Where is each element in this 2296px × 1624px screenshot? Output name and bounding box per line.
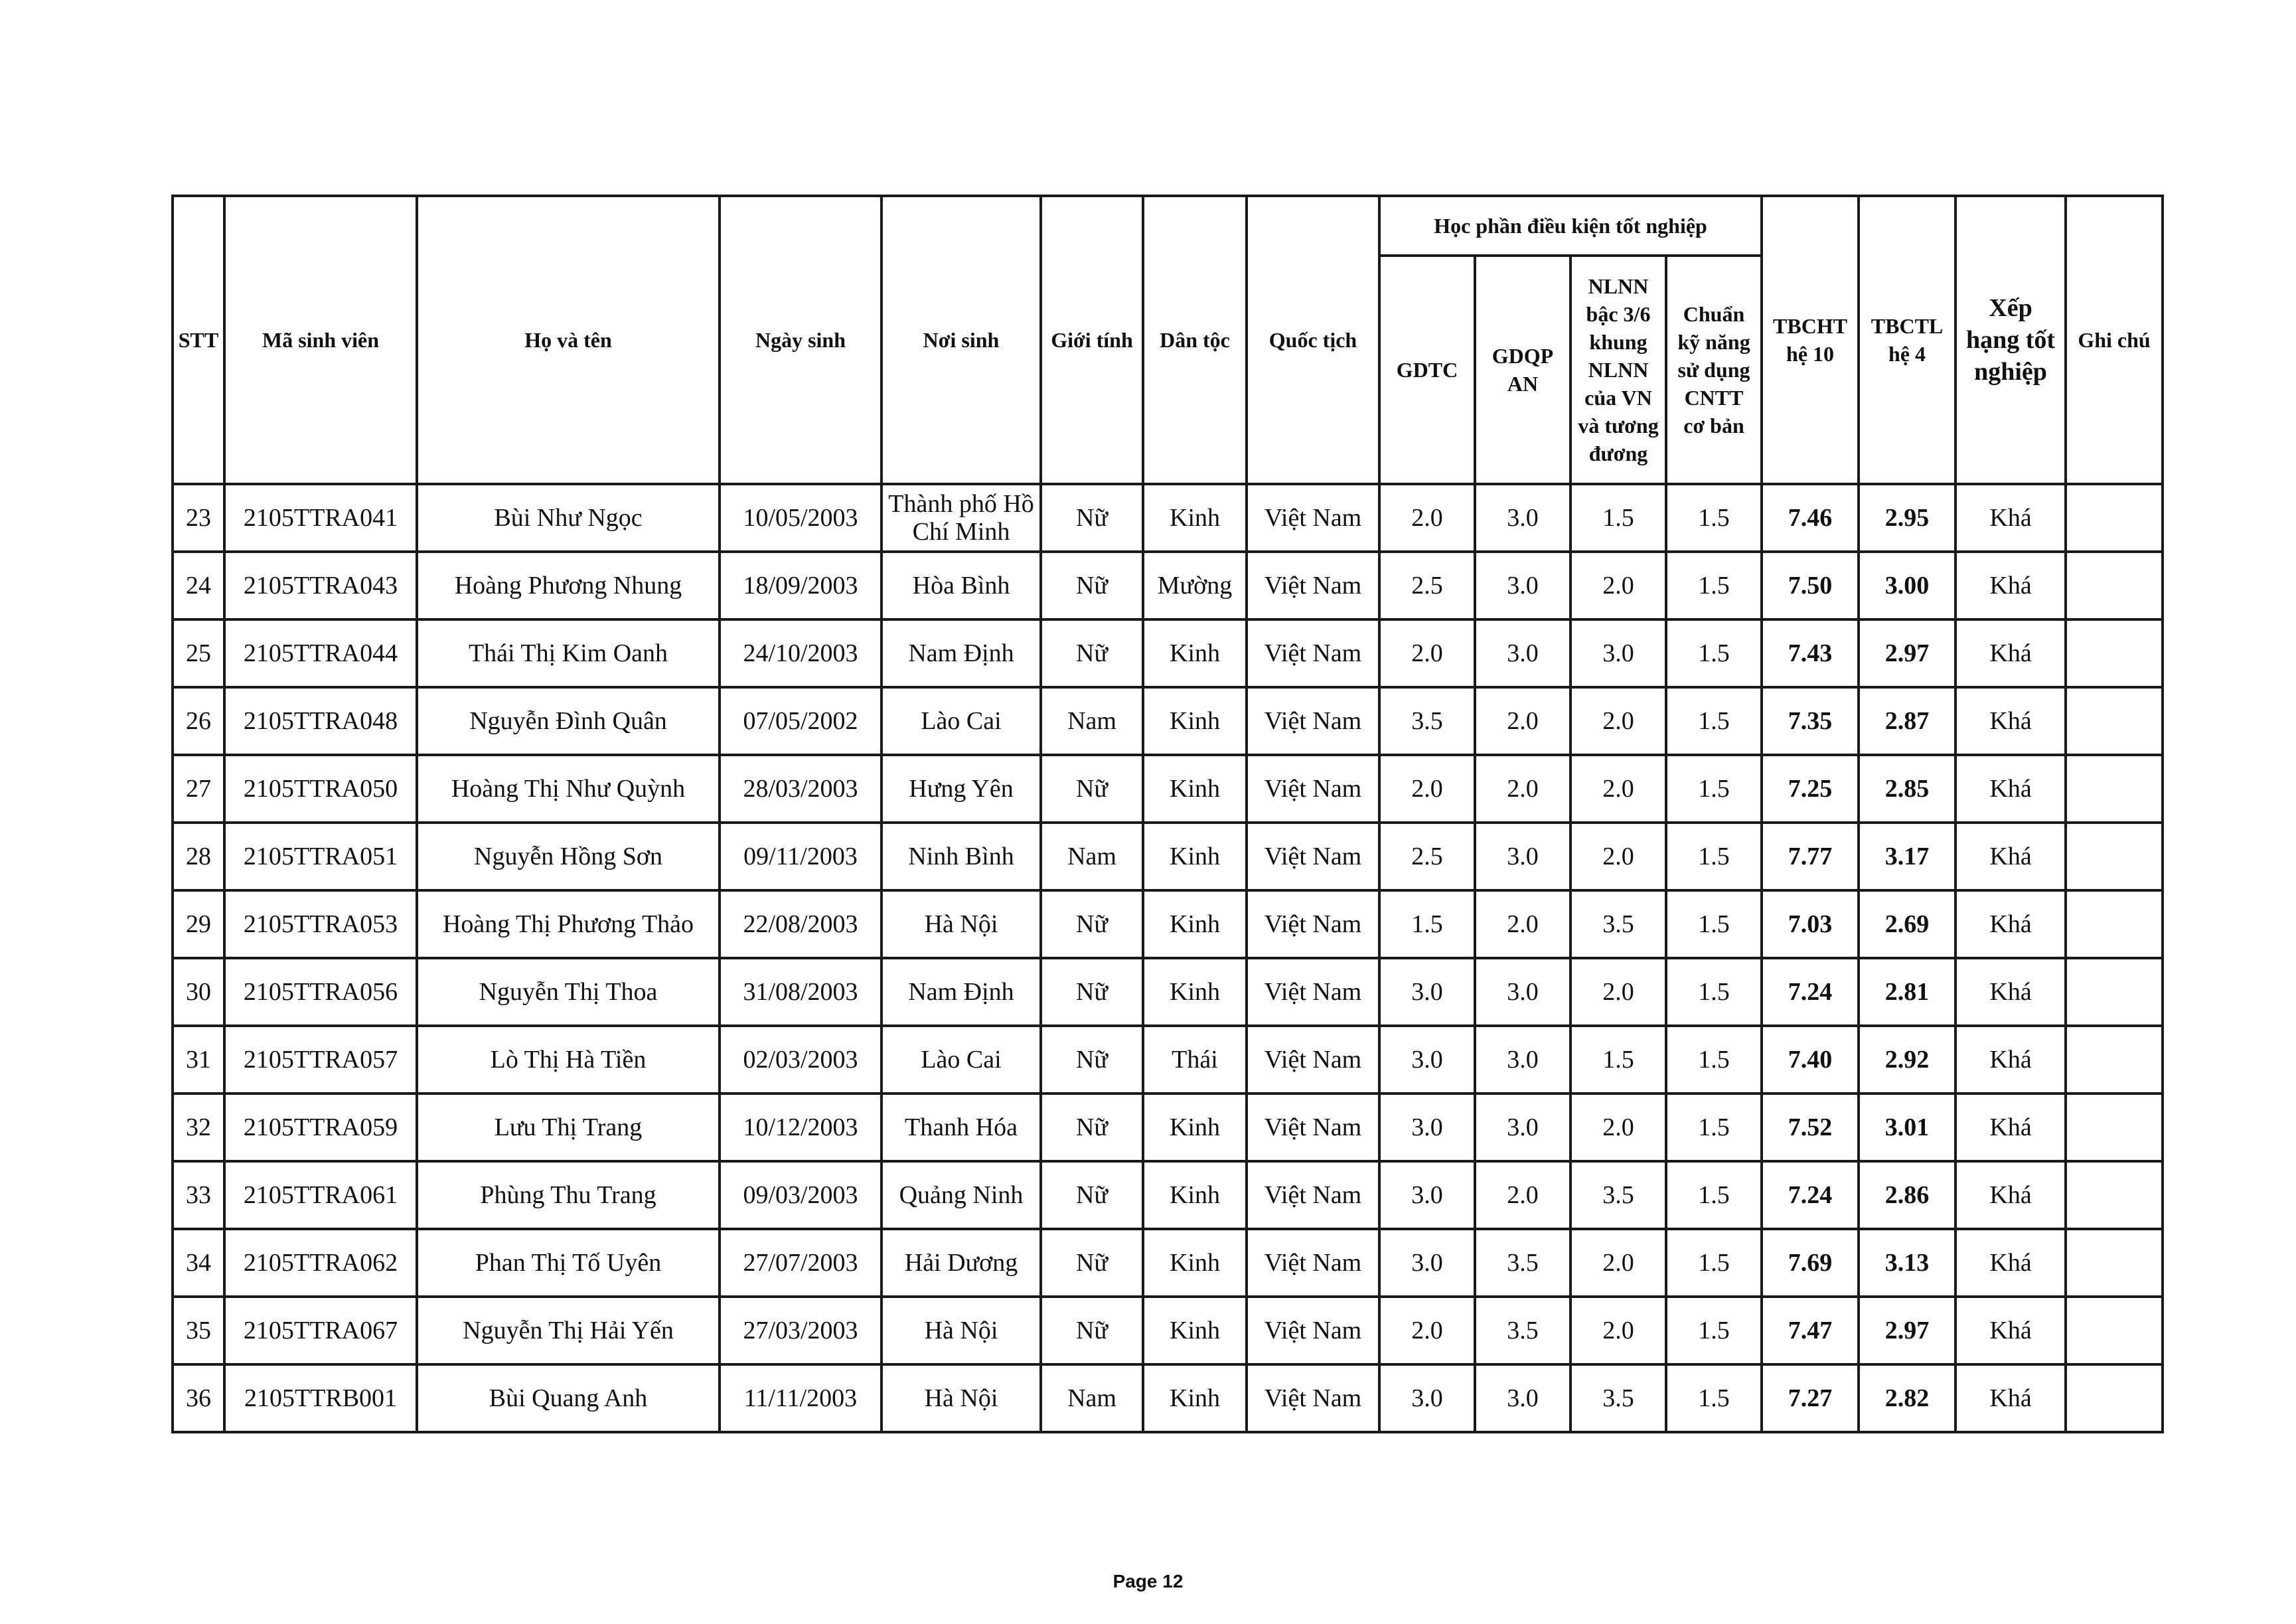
cell-full-name: Phùng Thu Trang — [417, 1161, 720, 1229]
header-nationality: Quốc tịch — [1247, 196, 1379, 484]
cell-full-name: Nguyễn Thị Hải Yến — [417, 1297, 720, 1364]
cell-tbcht: 7.40 — [1762, 1026, 1859, 1094]
cell-gdtc: 2.5 — [1379, 552, 1475, 619]
cell-ethnicity: Mường — [1143, 552, 1247, 619]
cell-stt: 32 — [173, 1094, 224, 1161]
cell-birthplace: Ninh Bình — [881, 823, 1041, 890]
cell-stt: 24 — [173, 552, 224, 619]
cell-gdtc: 2.0 — [1379, 755, 1475, 823]
cell-rank: Khá — [1955, 1161, 2066, 1229]
cell-student-id: 2105TTRA041 — [224, 484, 417, 552]
cell-tbcht: 7.35 — [1762, 687, 1859, 755]
cell-tbctl: 3.17 — [1859, 823, 1955, 890]
cell-gdtc: 2.0 — [1379, 484, 1475, 552]
cell-nlnn: 2.0 — [1570, 755, 1666, 823]
cell-dob: 27/07/2003 — [720, 1229, 881, 1297]
header-note: Ghi chú — [2066, 196, 2163, 484]
cell-tbctl: 3.13 — [1859, 1229, 1955, 1297]
cell-nlnn: 2.0 — [1570, 687, 1666, 755]
cell-nationality: Việt Nam — [1247, 755, 1379, 823]
cell-rank: Khá — [1955, 1026, 2066, 1094]
table-body — [173, 484, 2163, 1432]
cell-gender: Nam — [1041, 687, 1143, 755]
cell-gdtc: 2.0 — [1379, 1297, 1475, 1364]
cell-birthplace: Nam Định — [881, 619, 1041, 687]
cell-birthplace: Hà Nội — [881, 1364, 1041, 1432]
cell-birthplace: Nam Định — [881, 958, 1041, 1026]
cell-nationality: Việt Nam — [1247, 552, 1379, 619]
cell-student-id: 2105TTRB001 — [224, 1364, 417, 1432]
table-row — [173, 1094, 2163, 1161]
cell-nationality: Việt Nam — [1247, 1161, 1379, 1229]
cell-gdqp: 2.0 — [1475, 755, 1570, 823]
cell-gdqp: 3.0 — [1475, 484, 1570, 552]
cell-gdtc: 3.0 — [1379, 958, 1475, 1026]
cell-nationality: Việt Nam — [1247, 1297, 1379, 1364]
table-row — [173, 755, 2163, 823]
cell-tbcht: 7.43 — [1762, 619, 1859, 687]
cell-rank: Khá — [1955, 1094, 2066, 1161]
cell-nlnn: 3.5 — [1570, 1161, 1666, 1229]
header-cntt: Chuẩn kỹ năng sử dụng CNTT cơ bản — [1666, 256, 1762, 484]
cell-rank: Khá — [1955, 755, 2066, 823]
cell-nlnn: 2.0 — [1570, 552, 1666, 619]
cell-cntt: 1.5 — [1666, 1364, 1762, 1432]
cell-ethnicity: Kinh — [1143, 1094, 1247, 1161]
cell-cntt: 1.5 — [1666, 1297, 1762, 1364]
cell-ethnicity: Kinh — [1143, 755, 1247, 823]
header-rank: Xếp hạng tốt nghiệp — [1955, 196, 2066, 484]
cell-gender: Nam — [1041, 823, 1143, 890]
cell-student-id: 2105TTRA048 — [224, 687, 417, 755]
cell-note — [2066, 1161, 2163, 1229]
cell-note — [2066, 687, 2163, 755]
cell-nationality: Việt Nam — [1247, 619, 1379, 687]
cell-tbctl: 2.92 — [1859, 1026, 1955, 1094]
cell-note — [2066, 619, 2163, 687]
cell-gender: Nữ — [1041, 619, 1143, 687]
cell-student-id: 2105TTRA062 — [224, 1229, 417, 1297]
cell-nationality: Việt Nam — [1247, 1229, 1379, 1297]
header-full-name: Họ và tên — [417, 196, 720, 484]
cell-tbctl: 2.97 — [1859, 619, 1955, 687]
table-row — [173, 958, 2163, 1026]
cell-birthplace: Hưng Yên — [881, 755, 1041, 823]
cell-ethnicity: Kinh — [1143, 958, 1247, 1026]
cell-tbctl: 2.85 — [1859, 755, 1955, 823]
graduation-table — [171, 195, 2164, 1433]
cell-note — [2066, 823, 2163, 890]
cell-ethnicity: Kinh — [1143, 823, 1247, 890]
cell-nationality: Việt Nam — [1247, 1364, 1379, 1432]
cell-ethnicity: Kinh — [1143, 1229, 1247, 1297]
cell-stt: 31 — [173, 1026, 224, 1094]
cell-dob: 11/11/2003 — [720, 1364, 881, 1432]
cell-gdtc: 3.0 — [1379, 1364, 1475, 1432]
cell-note — [2066, 1094, 2163, 1161]
cell-full-name: Bùi Quang Anh — [417, 1364, 720, 1432]
cell-gdqp: 3.5 — [1475, 1229, 1570, 1297]
cell-tbcht: 7.46 — [1762, 484, 1859, 552]
cell-gender: Nữ — [1041, 1094, 1143, 1161]
cell-dob: 09/11/2003 — [720, 823, 881, 890]
cell-ethnicity: Kinh — [1143, 890, 1247, 958]
cell-student-id: 2105TTRA067 — [224, 1297, 417, 1364]
table-row — [173, 890, 2163, 958]
table-row — [173, 1229, 2163, 1297]
cell-gdqp: 3.0 — [1475, 619, 1570, 687]
cell-gdqp: 3.0 — [1475, 1364, 1570, 1432]
cell-gender: Nữ — [1041, 1229, 1143, 1297]
cell-dob: 31/08/2003 — [720, 958, 881, 1026]
cell-rank: Khá — [1955, 687, 2066, 755]
cell-nlnn: 1.5 — [1570, 1026, 1666, 1094]
cell-gender: Nữ — [1041, 1297, 1143, 1364]
cell-cntt: 1.5 — [1666, 1094, 1762, 1161]
cell-full-name: Hoàng Thị Phương Thảo — [417, 890, 720, 958]
cell-gdqp: 3.0 — [1475, 1026, 1570, 1094]
table-row — [173, 619, 2163, 687]
cell-tbctl: 2.82 — [1859, 1364, 1955, 1432]
cell-cntt: 1.5 — [1666, 484, 1762, 552]
cell-nlnn: 2.0 — [1570, 823, 1666, 890]
cell-student-id: 2105TTRA044 — [224, 619, 417, 687]
cell-birthplace: Thành phố Hồ Chí Minh — [881, 484, 1041, 552]
cell-note — [2066, 755, 2163, 823]
cell-gdtc: 2.5 — [1379, 823, 1475, 890]
table-row — [173, 823, 2163, 890]
table-row — [173, 1161, 2163, 1229]
cell-note — [2066, 484, 2163, 552]
table-row — [173, 687, 2163, 755]
cell-birthplace: Hải Dương — [881, 1229, 1041, 1297]
cell-birthplace: Quảng Ninh — [881, 1161, 1041, 1229]
header-birthplace: Nơi sinh — [881, 196, 1041, 484]
cell-rank: Khá — [1955, 552, 2066, 619]
cell-nlnn: 2.0 — [1570, 1229, 1666, 1297]
header-gdtc: GDTC — [1379, 256, 1475, 484]
cell-tbctl: 3.00 — [1859, 552, 1955, 619]
cell-dob: 09/03/2003 — [720, 1161, 881, 1229]
cell-full-name: Thái Thị Kim Oanh — [417, 619, 720, 687]
cell-gender: Nữ — [1041, 958, 1143, 1026]
cell-gdtc: 3.0 — [1379, 1094, 1475, 1161]
cell-nlnn: 3.0 — [1570, 619, 1666, 687]
cell-full-name: Bùi Như Ngọc — [417, 484, 720, 552]
cell-rank: Khá — [1955, 1364, 2066, 1432]
cell-cntt: 1.5 — [1666, 619, 1762, 687]
cell-gdqp: 3.0 — [1475, 1094, 1570, 1161]
cell-gender: Nữ — [1041, 755, 1143, 823]
cell-student-id: 2105TTRA050 — [224, 755, 417, 823]
cell-full-name: Nguyễn Đình Quân — [417, 687, 720, 755]
cell-nlnn: 2.0 — [1570, 1094, 1666, 1161]
cell-stt: 27 — [173, 755, 224, 823]
cell-dob: 02/03/2003 — [720, 1026, 881, 1094]
cell-nationality: Việt Nam — [1247, 890, 1379, 958]
header-stt: STT — [173, 196, 224, 484]
cell-rank: Khá — [1955, 890, 2066, 958]
cell-nationality: Việt Nam — [1247, 823, 1379, 890]
cell-tbcht: 7.52 — [1762, 1094, 1859, 1161]
cell-gdqp: 3.0 — [1475, 823, 1570, 890]
cell-note — [2066, 1297, 2163, 1364]
header-dob: Ngày sinh — [720, 196, 881, 484]
cell-cntt: 1.5 — [1666, 823, 1762, 890]
cell-gdqp: 3.0 — [1475, 958, 1570, 1026]
cell-tbcht: 7.25 — [1762, 755, 1859, 823]
cell-rank: Khá — [1955, 1229, 2066, 1297]
cell-nationality: Việt Nam — [1247, 1026, 1379, 1094]
table-row — [173, 1026, 2163, 1094]
cell-tbctl: 2.69 — [1859, 890, 1955, 958]
cell-gdtc: 1.5 — [1379, 890, 1475, 958]
cell-full-name: Nguyễn Hồng Sơn — [417, 823, 720, 890]
header-tbctl: TBCTL hệ 4 — [1859, 196, 1955, 484]
cell-birthplace: Hòa Bình — [881, 552, 1041, 619]
cell-rank: Khá — [1955, 619, 2066, 687]
cell-nationality: Việt Nam — [1247, 687, 1379, 755]
cell-tbcht: 7.24 — [1762, 958, 1859, 1026]
document-sheet — [171, 195, 2161, 1433]
cell-tbcht: 7.03 — [1762, 890, 1859, 958]
cell-nlnn: 2.0 — [1570, 958, 1666, 1026]
cell-note — [2066, 890, 2163, 958]
cell-student-id: 2105TTRA059 — [224, 1094, 417, 1161]
cell-ethnicity: Kinh — [1143, 1364, 1247, 1432]
cell-dob: 28/03/2003 — [720, 755, 881, 823]
cell-cntt: 1.5 — [1666, 1026, 1762, 1094]
cell-cntt: 1.5 — [1666, 958, 1762, 1026]
cell-gender: Nữ — [1041, 1026, 1143, 1094]
cell-nlnn: 3.5 — [1570, 1364, 1666, 1432]
cell-ethnicity: Kinh — [1143, 687, 1247, 755]
header-gender: Giới tính — [1041, 196, 1143, 484]
header-gdqp: GDQP AN — [1475, 256, 1570, 484]
cell-student-id: 2105TTRA056 — [224, 958, 417, 1026]
cell-note — [2066, 958, 2163, 1026]
cell-stt: 30 — [173, 958, 224, 1026]
cell-gdtc: 3.0 — [1379, 1161, 1475, 1229]
cell-birthplace: Thanh Hóa — [881, 1094, 1041, 1161]
cell-stt: 25 — [173, 619, 224, 687]
cell-cntt: 1.5 — [1666, 755, 1762, 823]
table-header — [173, 196, 2163, 484]
cell-birthplace: Hà Nội — [881, 890, 1041, 958]
cell-full-name: Hoàng Phương Nhung — [417, 552, 720, 619]
cell-cntt: 1.5 — [1666, 552, 1762, 619]
cell-dob: 24/10/2003 — [720, 619, 881, 687]
cell-full-name: Phan Thị Tố Uyên — [417, 1229, 720, 1297]
header-tbcht: TBCHT hệ 10 — [1762, 196, 1859, 484]
cell-nlnn: 3.5 — [1570, 890, 1666, 958]
cell-tbctl: 2.86 — [1859, 1161, 1955, 1229]
table-row — [173, 1364, 2163, 1432]
table-row — [173, 484, 2163, 552]
cell-tbctl: 2.97 — [1859, 1297, 1955, 1364]
cell-ethnicity: Kinh — [1143, 484, 1247, 552]
cell-gdqp: 2.0 — [1475, 1161, 1570, 1229]
cell-dob: 18/09/2003 — [720, 552, 881, 619]
cell-nlnn: 2.0 — [1570, 1297, 1666, 1364]
cell-tbctl: 2.87 — [1859, 687, 1955, 755]
cell-stt: 28 — [173, 823, 224, 890]
cell-gdqp: 2.0 — [1475, 687, 1570, 755]
cell-ethnicity: Kinh — [1143, 1161, 1247, 1229]
cell-full-name: Hoàng Thị Như Quỳnh — [417, 755, 720, 823]
cell-tbcht: 7.77 — [1762, 823, 1859, 890]
cell-student-id: 2105TTRA053 — [224, 890, 417, 958]
cell-dob: 07/05/2002 — [720, 687, 881, 755]
cell-gender: Nam — [1041, 1364, 1143, 1432]
cell-rank: Khá — [1955, 958, 2066, 1026]
cell-stt: 34 — [173, 1229, 224, 1297]
cell-stt: 23 — [173, 484, 224, 552]
cell-gdtc: 3.0 — [1379, 1229, 1475, 1297]
cell-dob: 10/05/2003 — [720, 484, 881, 552]
cell-birthplace: Lào Cai — [881, 1026, 1041, 1094]
cell-gdtc: 2.0 — [1379, 619, 1475, 687]
header-nlnn: NLNN bậc 3/6 khung NLNN của VN và tương đương — [1570, 256, 1666, 484]
cell-tbcht: 7.50 — [1762, 552, 1859, 619]
cell-dob: 22/08/2003 — [720, 890, 881, 958]
cell-gender: Nữ — [1041, 552, 1143, 619]
cell-note — [2066, 1364, 2163, 1432]
cell-cntt: 1.5 — [1666, 890, 1762, 958]
cell-rank: Khá — [1955, 823, 2066, 890]
cell-note — [2066, 1229, 2163, 1297]
cell-gender: Nữ — [1041, 484, 1143, 552]
cell-full-name: Lò Thị Hà Tiền — [417, 1026, 720, 1094]
cell-full-name: Nguyễn Thị Thoa — [417, 958, 720, 1026]
cell-full-name: Lưu Thị Trang — [417, 1094, 720, 1161]
cell-stt: 35 — [173, 1297, 224, 1364]
cell-tbctl: 3.01 — [1859, 1094, 1955, 1161]
cell-stt: 26 — [173, 687, 224, 755]
cell-tbctl: 2.95 — [1859, 484, 1955, 552]
table-row — [173, 1297, 2163, 1364]
cell-student-id: 2105TTRA061 — [224, 1161, 417, 1229]
cell-tbcht: 7.47 — [1762, 1297, 1859, 1364]
cell-dob: 27/03/2003 — [720, 1297, 881, 1364]
cell-gdqp: 2.0 — [1475, 890, 1570, 958]
cell-gdtc: 3.0 — [1379, 1026, 1475, 1094]
cell-rank: Khá — [1955, 1297, 2066, 1364]
cell-nationality: Việt Nam — [1247, 958, 1379, 1026]
cell-nationality: Việt Nam — [1247, 1094, 1379, 1161]
cell-stt: 33 — [173, 1161, 224, 1229]
cell-ethnicity: Thái — [1143, 1026, 1247, 1094]
cell-tbctl: 2.81 — [1859, 958, 1955, 1026]
cell-stt: 29 — [173, 890, 224, 958]
cell-note — [2066, 552, 2163, 619]
table-row — [173, 552, 2163, 619]
cell-tbcht: 7.24 — [1762, 1161, 1859, 1229]
header-ethnicity: Dân tộc — [1143, 196, 1247, 484]
cell-cntt: 1.5 — [1666, 1161, 1762, 1229]
cell-student-id: 2105TTRA043 — [224, 552, 417, 619]
cell-birthplace: Lào Cai — [881, 687, 1041, 755]
cell-gdqp: 3.5 — [1475, 1297, 1570, 1364]
cell-tbcht: 7.69 — [1762, 1229, 1859, 1297]
cell-ethnicity: Kinh — [1143, 619, 1247, 687]
cell-ethnicity: Kinh — [1143, 1297, 1247, 1364]
header-student-id: Mã sinh viên — [224, 196, 417, 484]
cell-birthplace: Hà Nội — [881, 1297, 1041, 1364]
cell-student-id: 2105TTRA057 — [224, 1026, 417, 1094]
cell-nlnn: 1.5 — [1570, 484, 1666, 552]
cell-tbcht: 7.27 — [1762, 1364, 1859, 1432]
cell-nationality: Việt Nam — [1247, 484, 1379, 552]
cell-cntt: 1.5 — [1666, 687, 1762, 755]
cell-gender: Nữ — [1041, 890, 1143, 958]
cell-stt: 36 — [173, 1364, 224, 1432]
cell-gdqp: 3.0 — [1475, 552, 1570, 619]
cell-dob: 10/12/2003 — [720, 1094, 881, 1161]
cell-cntt: 1.5 — [1666, 1229, 1762, 1297]
cell-student-id: 2105TTRA051 — [224, 823, 417, 890]
cell-note — [2066, 1026, 2163, 1094]
cell-rank: Khá — [1955, 484, 2066, 552]
cell-gdtc: 3.5 — [1379, 687, 1475, 755]
header-graduation-conditions: Học phần điều kiện tốt nghiệp — [1379, 196, 1762, 256]
cell-gender: Nữ — [1041, 1161, 1143, 1229]
page-number: Page 12 — [1112, 1571, 1184, 1591]
